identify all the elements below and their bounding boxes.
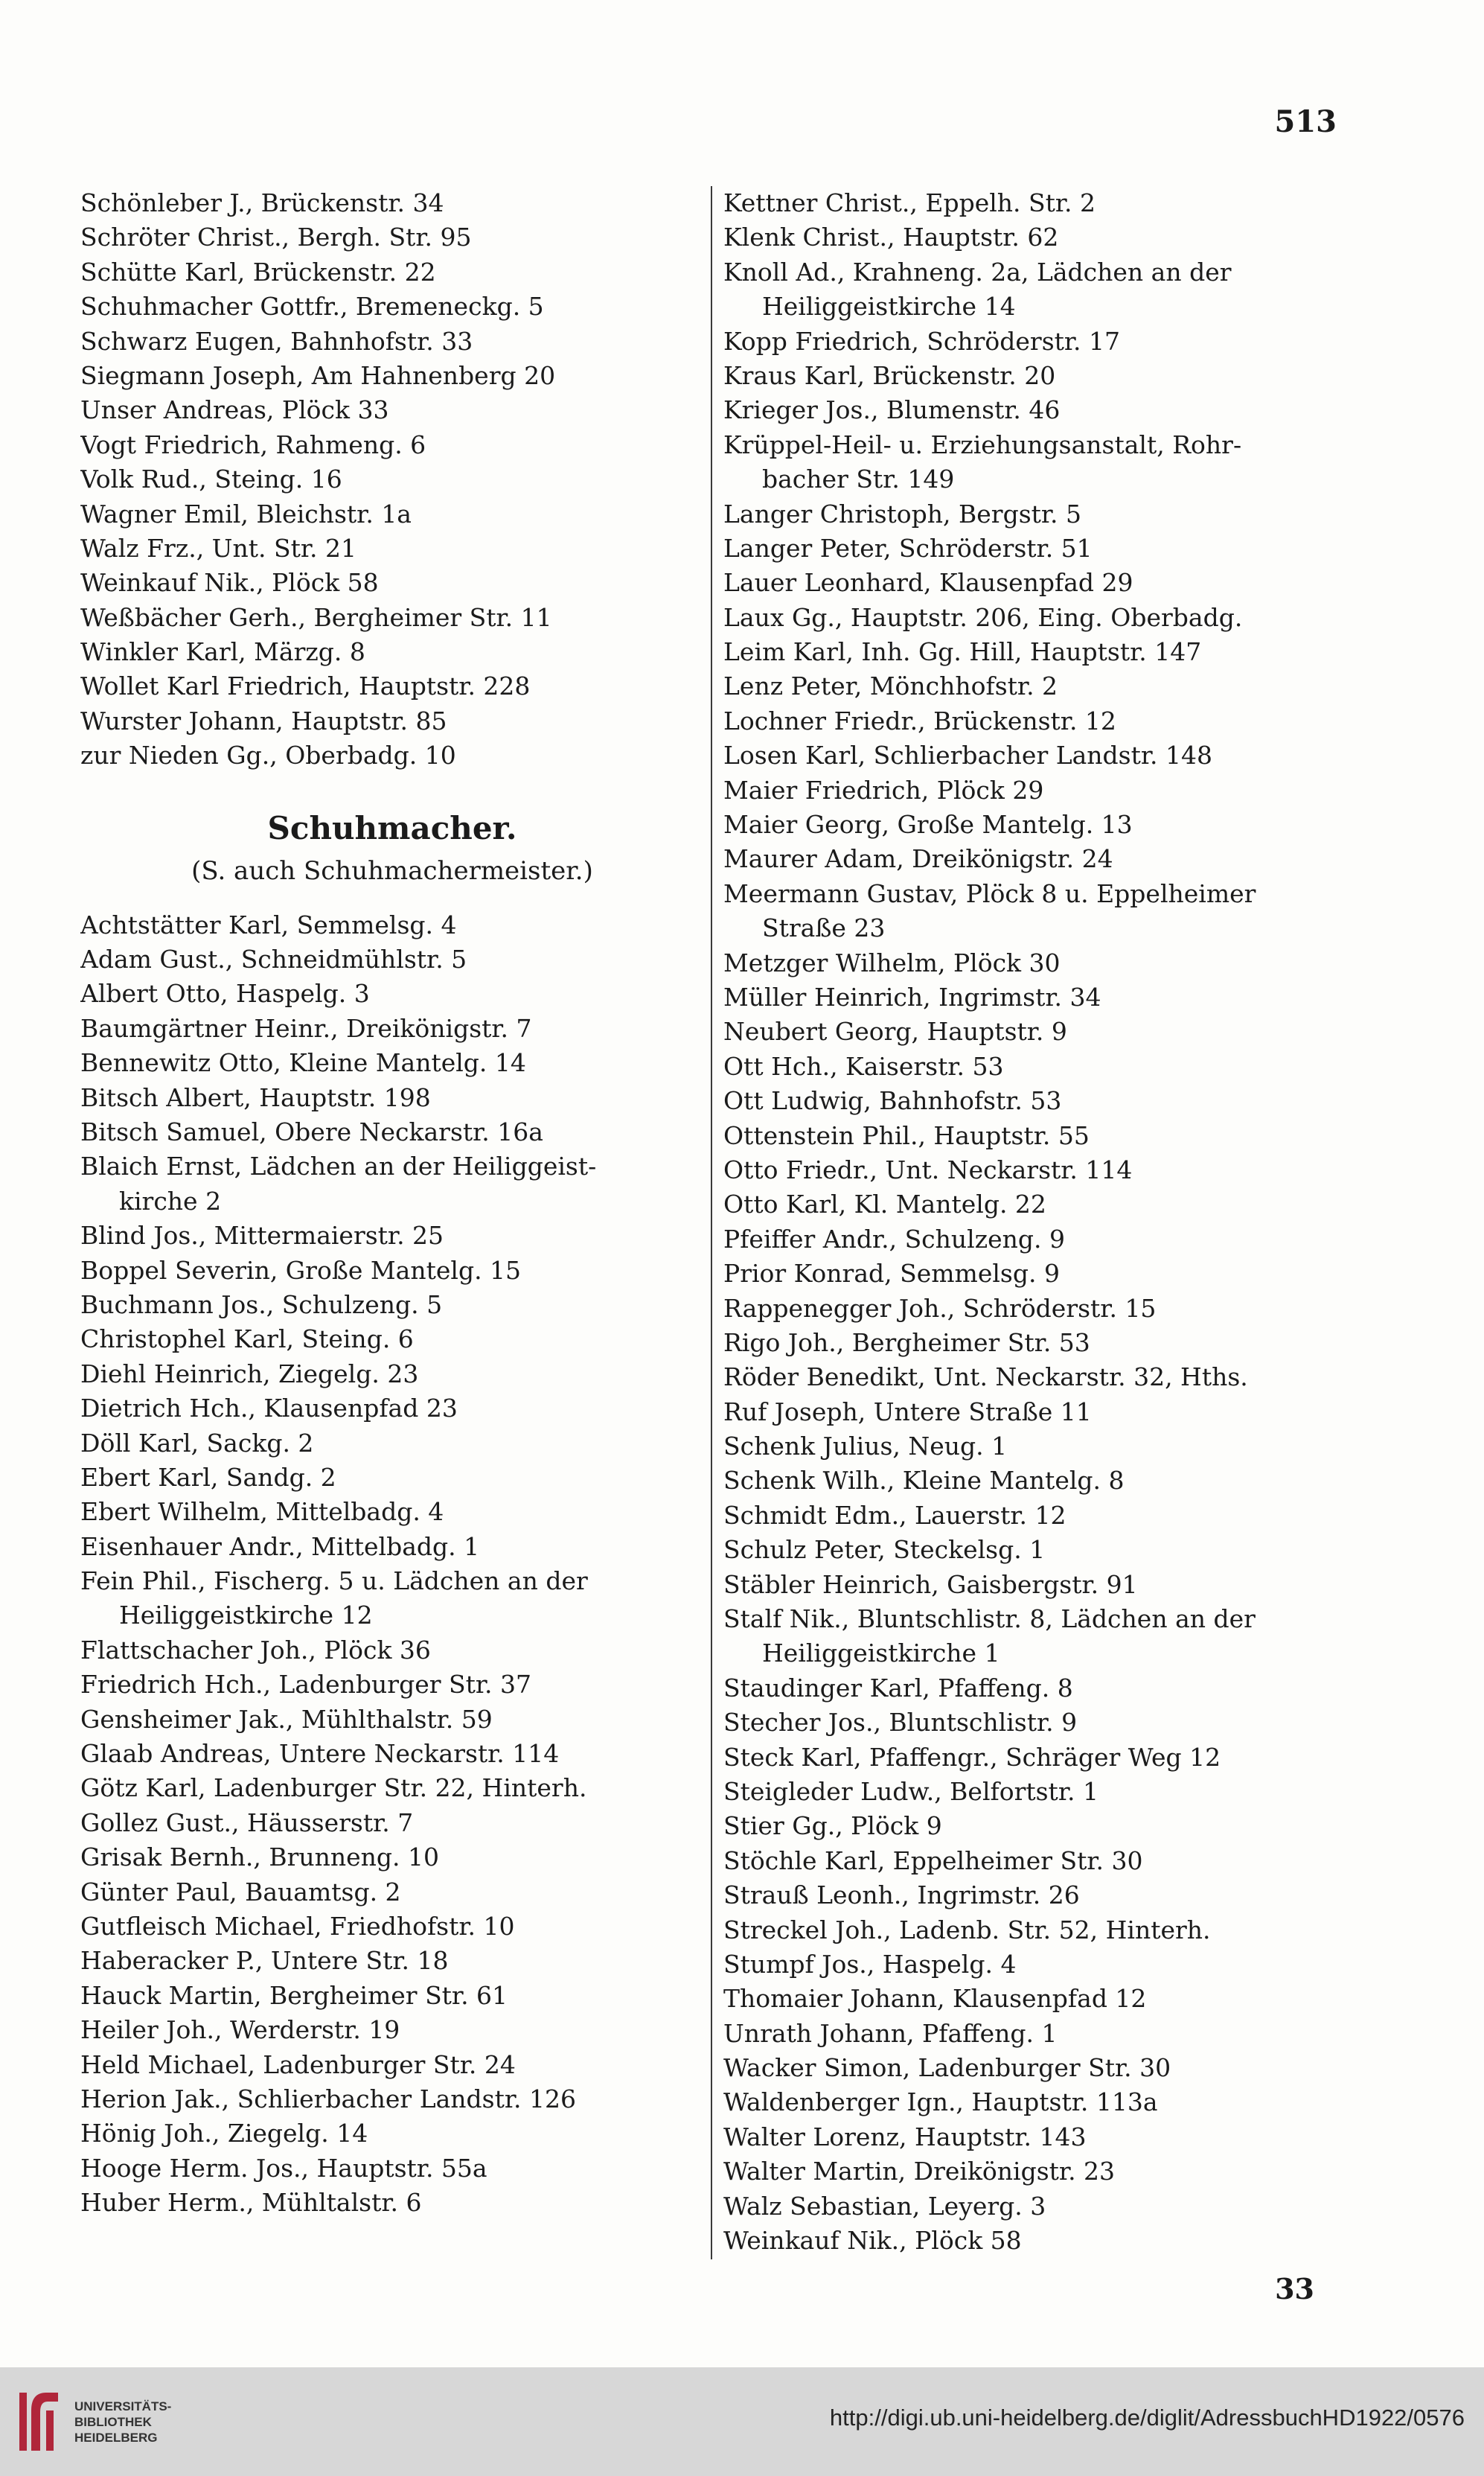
directory-entry: Wollet Karl Friedrich, Hauptstr. 228 [80,671,531,701]
source-url-link[interactable]: http://digi.ub.uni-heidelberg.de/diglit/AdressbuchHD1922/0576 [829,2405,1465,2431]
column-divider [711,186,712,2259]
directory-entry: Glaab Andreas, Untere Neckarstr. 114 [80,1739,560,1769]
directory-entry: Unrath Johann, Pfaffeng. 1 [723,2018,1058,2048]
directory-entry: Steigleder Ludw., Belfortstr. 1 [723,1776,1098,1806]
section-note: (S. auch Schuhmachermeister.) [191,855,593,886]
directory-entry: Ott Hch., Kaiserstr. 53 [723,1051,1004,1081]
directory-entry: Klenk Christ., Hauptstr. 62 [723,223,1059,252]
directory-entry: Müller Heinrich, Ingrimstr. 34 [723,982,1101,1012]
logo-line: BIBLIOTHEK [74,2414,152,2429]
directory-entry: Weßbächer Gerh., Bergheimer Str. 11 [80,602,552,632]
section-heading: Schuhmacher. [267,809,517,846]
logo-bar-2 [46,2410,54,2451]
directory-entry: Blaich Ernst, Lädchen an der Heiliggeist- [80,1152,597,1181]
directory-entry: Boppel Severin, Große Mantelg. 15 [80,1255,522,1285]
directory-entry-continuation: kirche 2 [119,1186,222,1216]
directory-entry: Hönig Joh., Ziegelg. 14 [80,2119,368,2148]
directory-entry: Götz Karl, Ladenburger Str. 22, Hinterh. [80,1773,587,1803]
directory-entry: Maier Georg, Große Mantelg. 13 [723,810,1133,840]
directory-entry: Weinkauf Nik., Plöck 58 [80,568,379,598]
directory-entry: Bitsch Samuel, Obere Neckarstr. 16a [80,1117,543,1146]
directory-entry: Blind Jos., Mittermaierstr. 25 [80,1221,444,1251]
directory-entry: Thomaier Johann, Klausenpfad 12 [723,1984,1147,2014]
directory-entry: Langer Peter, Schröderstr. 51 [723,533,1093,563]
page-number: 513 [1274,104,1337,139]
directory-entry: Döll Karl, Sackg. 2 [80,1428,314,1458]
directory-entry: Held Michael, Ladenburger Str. 24 [80,2049,516,2079]
directory-entry: Lochner Friedr., Brückenstr. 12 [723,706,1116,736]
directory-entry: Staudinger Karl, Pfaffeng. 8 [723,1673,1073,1703]
directory-entry-continuation: Straße 23 [762,913,886,943]
directory-entry: Schütte Karl, Brückenstr. 22 [80,257,436,287]
directory-entry: Walz Frz., Unt. Str. 21 [80,533,356,563]
logo-arch [31,2393,58,2451]
directory-entry: Stier Gg., Plöck 9 [723,1811,942,1841]
directory-entry: Lauer Leonhard, Klausenpfad 29 [723,568,1133,598]
directory-entry: Siegmann Joseph, Am Hahnenberg 20 [80,360,556,390]
directory-entry: Schulz Peter, Steckelsg. 1 [723,1535,1046,1565]
right-column [723,186,1353,2258]
directory-entry: Wurster Johann, Hauptstr. 85 [80,706,447,736]
directory-entry: Stäbler Heinrich, Gaisbergstr. 91 [723,1569,1138,1599]
directory-entry-continuation: Heiliggeistkirche 1 [762,1639,1000,1668]
directory-entry: Ruf Joseph, Untere Straße 11 [723,1397,1092,1426]
directory-entry: Steck Karl, Pfaffengr., Schräger Weg 12 [723,1742,1221,1772]
sheet-number: 33 [1275,2272,1314,2306]
directory-entry: Schönleber J., Brückenstr. 34 [80,188,444,217]
directory-entry: Diehl Heinrich, Ziegelg. 23 [80,1359,419,1388]
directory-entry: Röder Benedikt, Unt. Neckarstr. 32, Hths. [723,1362,1248,1392]
logo-line: HEIDELBERG [74,2430,158,2445]
logo-line: UNIVERSITÄTS- [74,2399,172,2413]
logo-bar-1 [19,2393,27,2451]
directory-entry: Krüppel-Heil- u. Erziehungsanstalt, Rohr- [723,430,1242,459]
directory-entry: Stumpf Jos., Haspelg. 4 [723,1949,1017,1979]
left-column [80,186,704,2220]
directory-entry: Albert Otto, Haspelg. 3 [80,979,370,1009]
directory-entry: Lenz Peter, Mönchhofstr. 2 [723,671,1058,701]
directory-entry: Eisenhauer Andr., Mittelbadg. 1 [80,1531,480,1561]
directory-entry: Huber Herm., Mühltalstr. 6 [80,2188,422,2218]
directory-entry: Walter Lorenz, Hauptstr. 143 [723,2122,1087,2151]
directory-entry-continuation: Heiliggeistkirche 12 [119,1601,373,1630]
directory-entry: Buchmann Jos., Schulzeng. 5 [80,1289,443,1319]
directory-entry: Günter Paul, Bauamtsg. 2 [80,1877,401,1907]
directory-entry: Winkler Karl, Märzg. 8 [80,637,365,667]
directory-entry: Krieger Jos., Blumenstr. 46 [723,395,1061,425]
directory-entry: Langer Christoph, Bergstr. 5 [723,499,1082,529]
directory-entry-continuation: bacher Str. 149 [762,465,955,494]
directory-entry: Heiler Joh., Werderstr. 19 [80,2015,400,2045]
directory-entry: Maier Friedrich, Plöck 29 [723,775,1044,805]
directory-entry: Knoll Ad., Krahneng. 2a, Lädchen an der [723,257,1232,287]
directory-entry: Vogt Friedrich, Rahmeng. 6 [80,430,426,459]
directory-entry-continuation: Heiliggeistkirche 14 [762,292,1016,322]
directory-entry: zur Nieden Gg., Oberbadg. 10 [80,741,456,770]
directory-entry: Haberacker P., Untere Str. 18 [80,1946,449,1976]
directory-entry: Herion Jak., Schlierbacher Landstr. 126 [80,2084,576,2113]
directory-entry: Schenk Julius, Neug. 1 [723,1432,1008,1461]
directory-entry: Christophel Karl, Steing. 6 [80,1324,414,1354]
directory-entry: Laux Gg., Hauptstr. 206, Eing. Oberbadg. [723,602,1243,632]
directory-entry: Achtstätter Karl, Semmelsg. 4 [80,910,457,939]
directory-entry: Wagner Emil, Bleichstr. 1a [80,499,412,529]
directory-entry: Leim Karl, Inh. Gg. Hill, Hauptstr. 147 [723,637,1202,667]
directory-entry: Ebert Karl, Sandg. 2 [80,1462,336,1492]
directory-entry: Strauß Leonh., Ingrimstr. 26 [723,1880,1080,1910]
directory-entry: Volk Rud., Steing. 16 [80,465,342,494]
library-logo[interactable] [16,2388,171,2455]
directory-entry: Streckel Joh., Ladenb. Str. 52, Hinterh. [723,1915,1211,1944]
library-logo-text [74,2399,171,2445]
directory-entry: Ott Ludwig, Bahnhofstr. 53 [723,1086,1062,1116]
directory-entry: Kraus Karl, Brückenstr. 20 [723,360,1056,390]
directory-entry: Ottenstein Phil., Hauptstr. 55 [723,1120,1090,1150]
directory-entry: Meermann Gustav, Plöck 8 u. Eppelheimer [723,878,1256,908]
directory-entry: Schenk Wilh., Kleine Mantelg. 8 [723,1466,1125,1496]
directory-entry: Unser Andreas, Plöck 33 [80,395,389,425]
directory-entry: Hooge Herm. Jos., Hauptstr. 55a [80,2153,487,2183]
library-logo-icon [16,2388,63,2455]
directory-entry: Flattschacher Joh., Plöck 36 [80,1635,431,1665]
footer-bar [0,2367,1484,2476]
directory-entry: Schröter Christ., Bergh. Str. 95 [80,223,472,252]
directory-entry: Otto Friedr., Unt. Neckarstr. 114 [723,1155,1133,1184]
directory-entry: Fein Phil., Fischerg. 5 u. Lädchen an der [80,1566,588,1596]
directory-entry: Stöchle Karl, Eppelheimer Str. 30 [723,1845,1143,1875]
directory-entry: Stecher Jos., Bluntschlistr. 9 [723,1708,1078,1738]
directory-entry: Maurer Adam, Dreikönigstr. 24 [723,844,1113,874]
directory-entry: Kettner Christ., Eppelh. Str. 2 [723,188,1096,217]
directory-entry: Grisak Bernh., Brunneng. 10 [80,1842,439,1872]
directory-entry: Schuhmacher Gottfr., Bremeneckg. 5 [80,292,544,322]
directory-entry: Stalf Nik., Bluntschlistr. 8, Lädchen an der [723,1604,1256,1634]
directory-entry: Adam Gust., Schneidmühlstr. 5 [80,945,467,974]
directory-entry: Baumgärtner Heinr., Dreikönigstr. 7 [80,1013,532,1043]
directory-entry: Friedrich Hch., Ladenburger Str. 37 [80,1670,531,1700]
directory-entry: Gutfleisch Michael, Friedhofstr. 10 [80,1911,515,1941]
directory-entry: Prior Konrad, Semmelsg. 9 [723,1259,1060,1289]
directory-entry: Bitsch Albert, Hauptstr. 198 [80,1082,431,1112]
directory-entry: Pfeiffer Andr., Schulzeng. 9 [723,1224,1065,1254]
directory-entry: Losen Karl, Schlierbacher Landstr. 148 [723,741,1212,770]
directory-entry: Schwarz Eugen, Bahnhofstr. 33 [80,326,473,356]
directory-entry: Kopp Friedrich, Schröderstr. 17 [723,326,1121,356]
directory-entry: Dietrich Hch., Klausenpfad 23 [80,1394,458,1423]
directory-entry: Neubert Georg, Hauptstr. 9 [723,1017,1067,1047]
directory-entry: Rappenegger Joh., Schröderstr. 15 [723,1293,1157,1323]
directory-entry: Walz Sebastian, Leyerg. 3 [723,2191,1046,2221]
directory-entry: Waldenberger Ign., Hauptstr. 113a [723,2087,1158,2117]
directory-entry: Schmidt Edm., Lauerstr. 12 [723,1500,1066,1530]
directory-entry: Metzger Wilhelm, Plöck 30 [723,948,1061,977]
directory-entry: Rigo Joh., Bergheimer Str. 53 [723,1327,1090,1357]
directory-entry: Gensheimer Jak., Mühlthalstr. 59 [80,1704,493,1734]
directory-entry: Bennewitz Otto, Kleine Mantelg. 14 [80,1048,526,1078]
directory-entry: Walter Martin, Dreikönigstr. 23 [723,2157,1116,2186]
directory-entry: Ebert Wilhelm, Mittelbadg. 4 [80,1497,444,1527]
directory-entry: Weinkauf Nik., Plöck 58 [723,2226,1022,2256]
directory-entry: Gollez Gust., Häusserstr. 7 [80,1807,414,1837]
directory-entry: Wacker Simon, Ladenburger Str. 30 [723,2053,1171,2083]
directory-entry: Otto Karl, Kl. Mantelg. 22 [723,1190,1046,1219]
directory-entry: Hauck Martin, Bergheimer Str. 61 [80,1980,508,2010]
